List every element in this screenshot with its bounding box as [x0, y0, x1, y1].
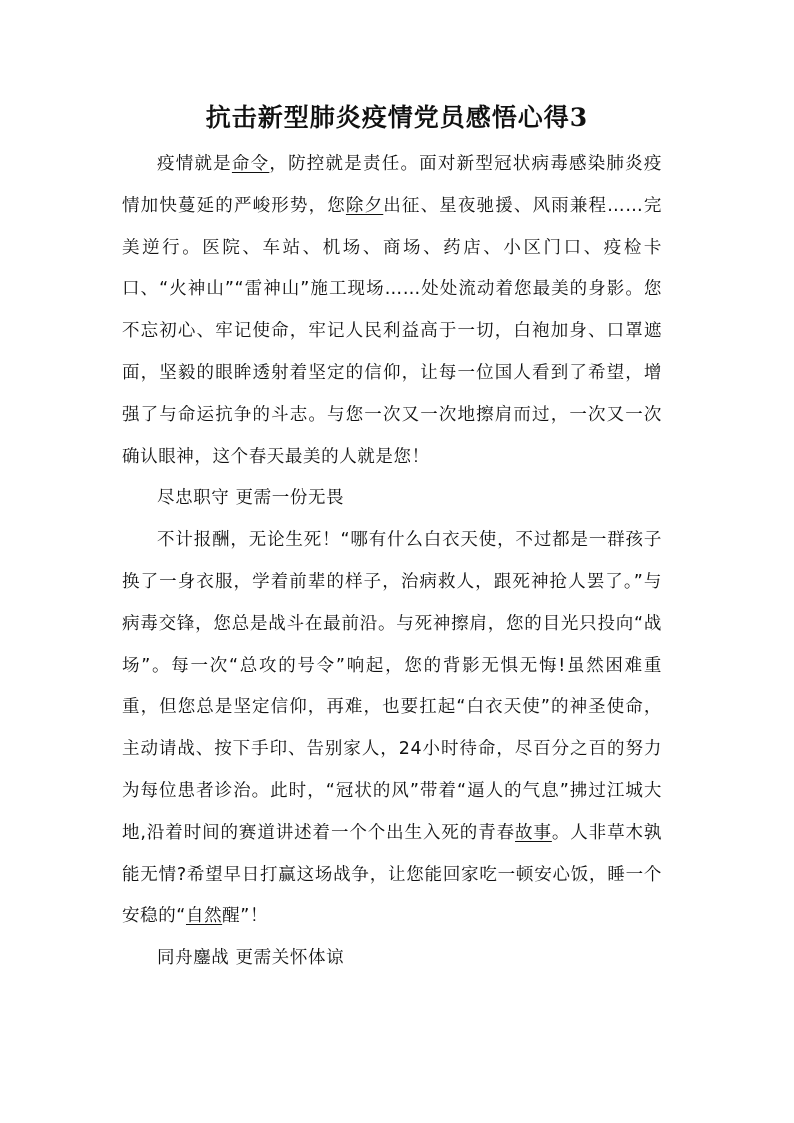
document-body: [122, 144, 662, 980]
underlined-text: 故事: [515, 822, 552, 843]
paragraph-text: 。人非草木孰能无情?希望早日打赢这场战争，让您能回家吃一顿安心饭，睡一个安稳的“: [122, 822, 662, 927]
document-title: 抗击新型肺炎疫情党员感悟心得3: [205, 103, 589, 132]
body-paragraph: [122, 144, 662, 478]
body-paragraph: [122, 478, 662, 520]
body-paragraph: [122, 520, 662, 938]
paragraph-text: 出征、星夜驰援、风雨兼程……完美逆行。医院、车站、机场、商场、药店、小区门口、疫检卡口、“火神山”“雷神山”施工现场……处处流动着您最美的身影。您不忘初心、牢记使命，牢记人民利益高于一切，白袍加身、口罩遮面，坚毅的眼眸透射着坚定的信仰，让每一位国人看到了希望，增强了与命运抗争的斗志。与您一次又一次地擦肩而过，一次又一次确认眼神，这个春天最美的人就是您！: [122, 195, 663, 467]
paragraph-text: 醒”！: [222, 906, 269, 927]
paragraph-text: 同舟鏖战 更需关怀体谅: [157, 948, 345, 969]
body-paragraph: [122, 938, 662, 980]
underlined-text: 命令: [231, 154, 270, 174]
paragraph-text: 尽忠职守 更需一份无畏: [157, 488, 345, 509]
paragraph-text: 疫情就是: [157, 154, 232, 174]
paragraph-text: ，防控就是责任。面对新型冠状病毒感染肺炎疫情加快蔓延的严峻形势，您: [122, 154, 662, 216]
underlined-text: 自然: [185, 906, 223, 927]
underlined-text: 除夕: [345, 195, 384, 216]
paragraph-text: 不计报酬，无论生死！“哪有什么白衣天使，不过都是一群孩子换了一身衣服，学着前辈的样子，治病救人，跟死神抢人罢了。”与病毒交锋，您总是战斗在最前沿。与死神擦肩，您的目光只投向“战场”。每一次“总攻的号令”响起，您的背影无惧无悔!虽然困难重重，但您总是坚定信仰，再难，也要扛起“白衣天使”的神圣使命，主动请战、按下手印、告别家人，24小时待命，尽百分之百的努力为每位患者诊治。此时，“冠状的风”带着“逼人的气息”拂过江城大地,沿着时间的赛道讲述着一个个出生入死的青春: [122, 530, 662, 843]
